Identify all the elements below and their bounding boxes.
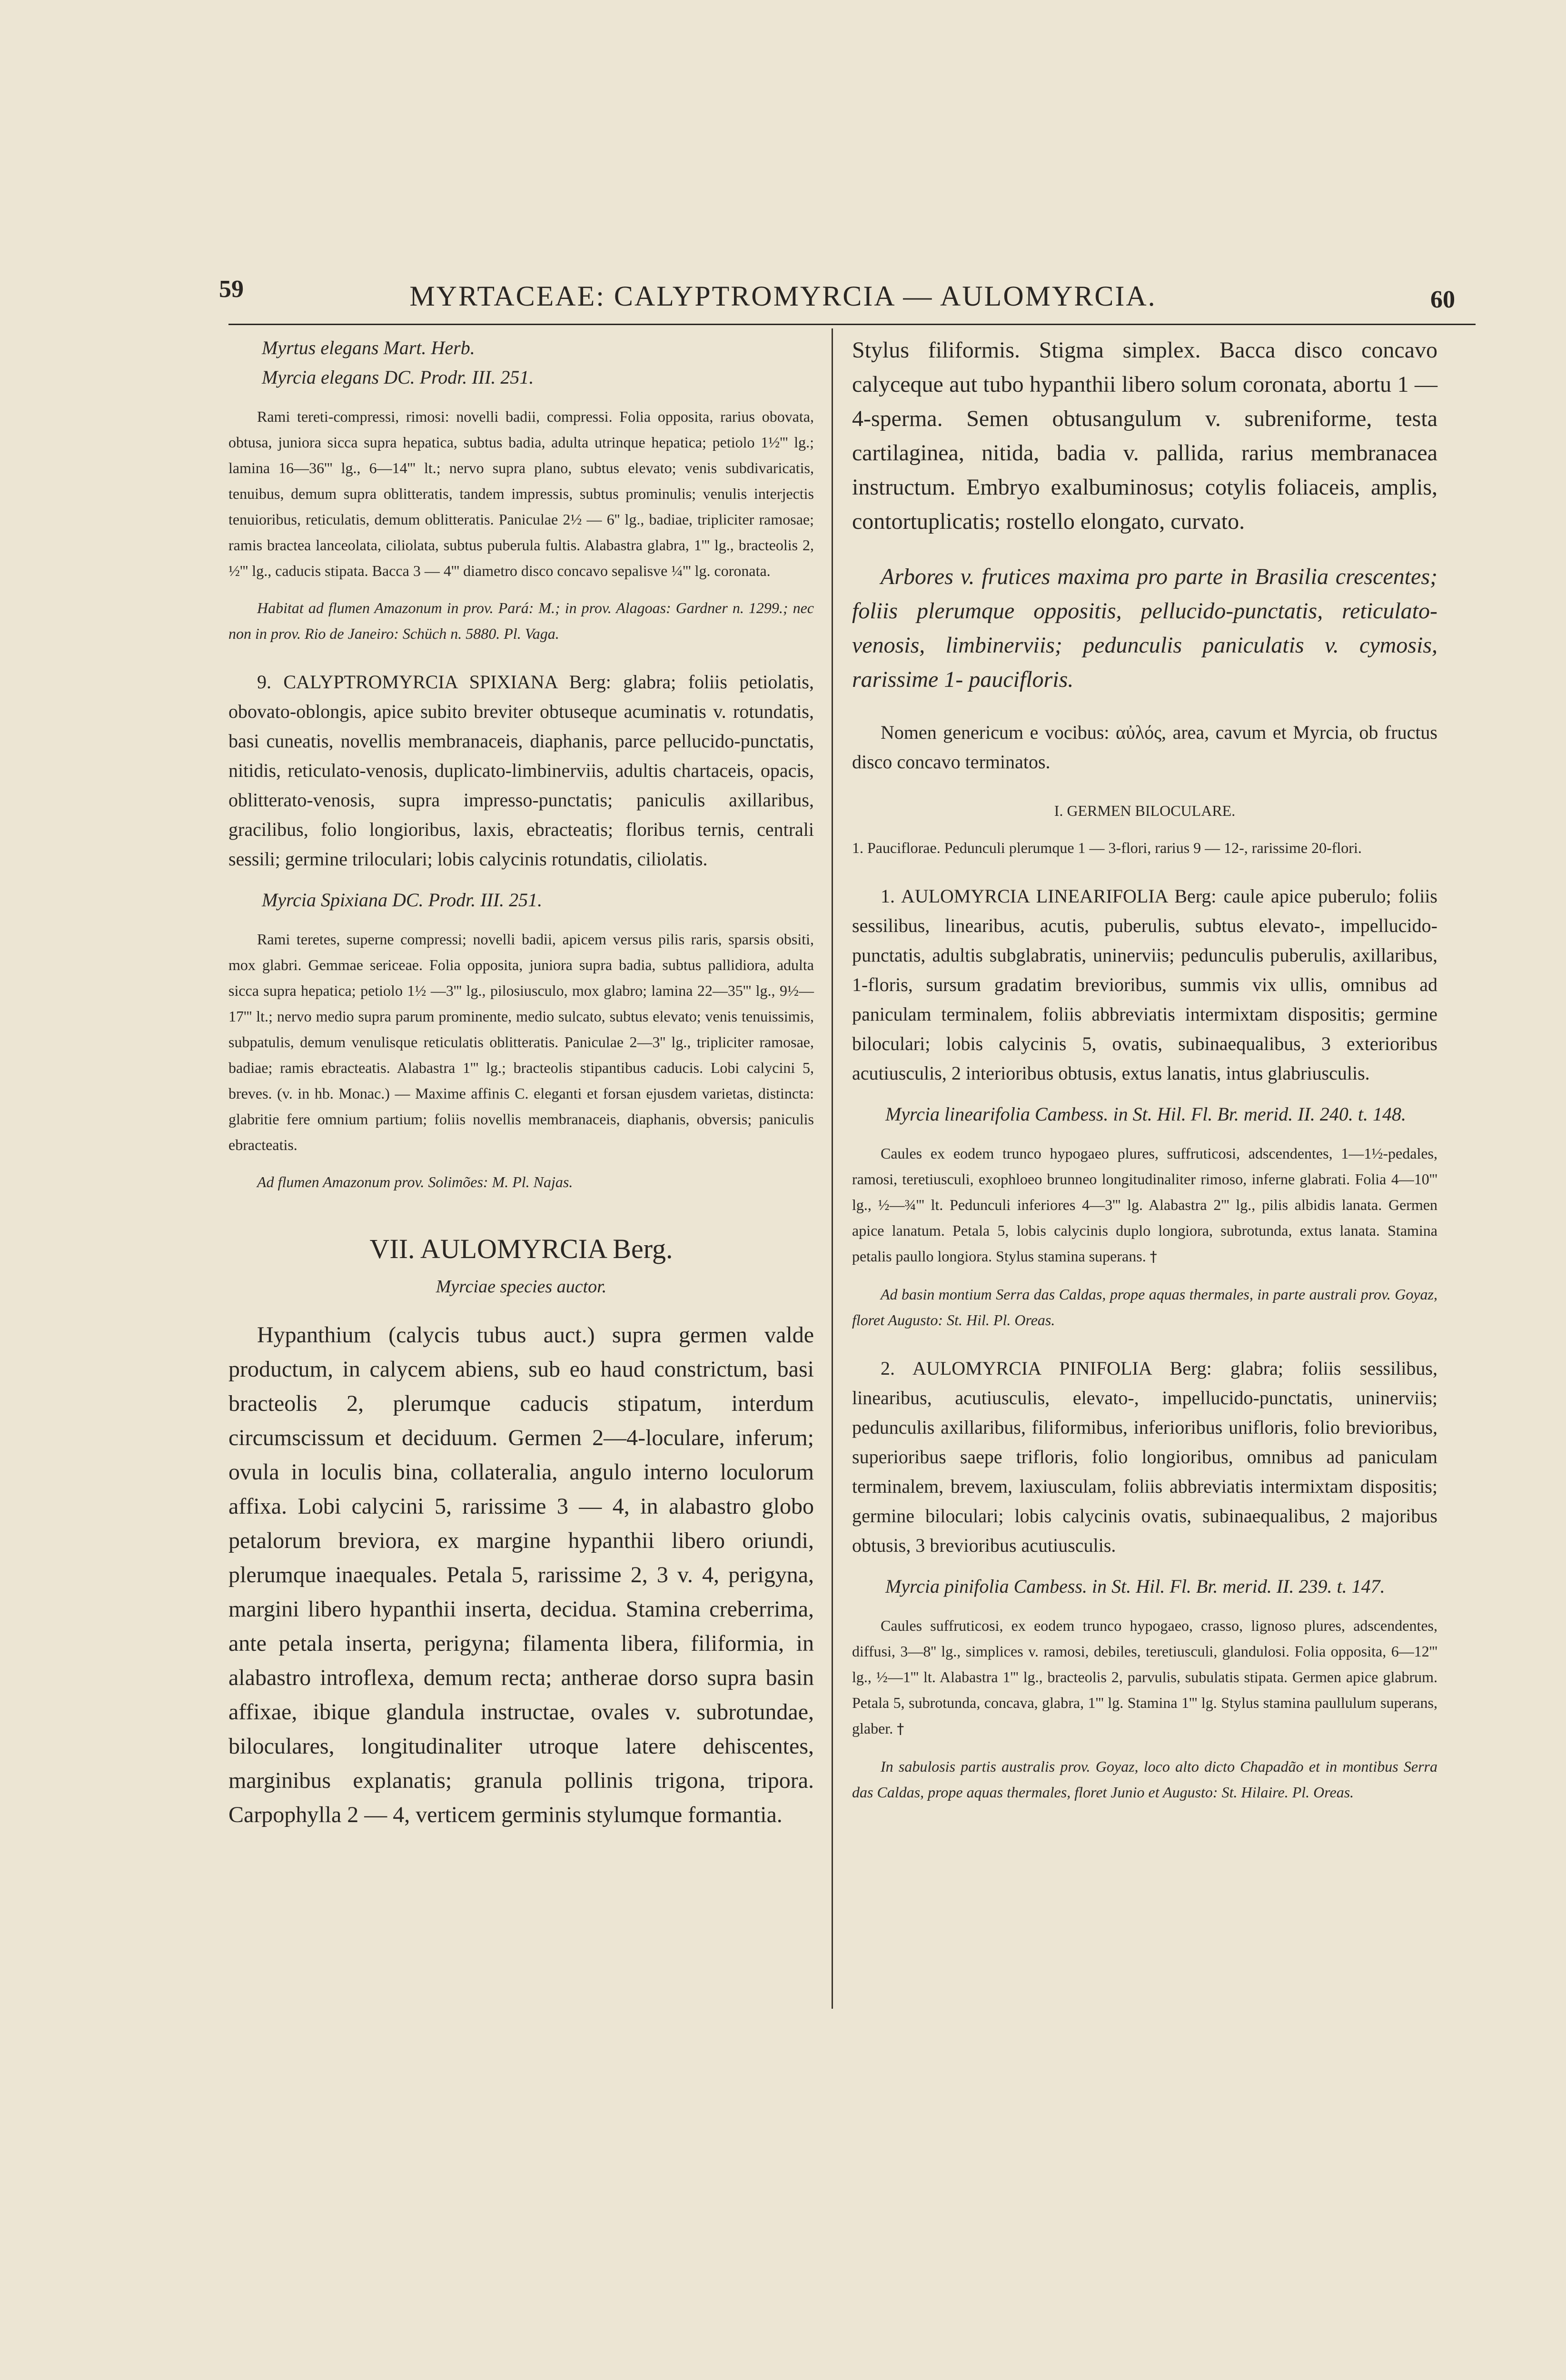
genus-etymology: Nomen genericum e vocibus: αὐλός, area, cavum et Myrcia, ob fructus disco concavo terminatos. [852,722,1437,773]
species-description: Rami teretes, superne compressi; novelli badii, apicem versus pilis raris, sparsis obsiti, mox glabri. Gemmae sericeae. Folia opposita, juniora supra badia, subtus pallidiora, adulta sicca supra hepatica; petiolo 1½ —3''' lg., pilosiusculo, mox glabro; lamina 22—35''' lg., 9½—17''' lt.; nervo medio supra parum prominente, medio sulcato, subtus elevato; venis tenuissimis, subpatulis, demum venulisque reticulatis oblitteratis. Paniculae 2—3'' lg., tripliciter ramosae, badiae; ramis ebracteatis. Alabastra 1''' lg.; bracteolis stipantibus caducis. Lobi calycini 5, breves. (v. in hb. Monac.) — Maxime affinis C. eleganti et forsan ejusdem varietas, distincta: glabritie fere omnium partium; foliis novellis membranaceis, diaphanis, obversis; paniculis ebracteatis. [228,931,814,1153]
column-divider [832,328,833,2009]
running-title: MYRTACEAE: CALYPTROMYRCIA — AULOMYRCIA. [409,280,1157,312]
genus-subheading: Myrciae species auctor. [436,1277,607,1297]
synonym-reference: Myrcia pinifolia Cambess. in St. Hil. Fl. Br. merid. II. 239. t. 147. [885,1576,1385,1597]
subdivision-heading: 1. Pauciflorae. Pedunculi plerumque 1 — 3-flori, rarius 9 — 12-, rarissime 20-flori. [852,839,1362,856]
habitat-note: Ad flumen Amazonum prov. Solimões: M. Pl. Najas. [257,1173,573,1190]
synonym-reference: Myrtus elegans Mart. Herb. [262,337,475,358]
left-column [228,333,814,1832]
species-diagnosis: 1. AULOMYRCIA LINEARIFOLIA Berg: caule apice puberulo; foliis sessilibus, linearibus, acutis, puberulis, subtus elevato-, impellucido-punctatis, adultis subglabratis, uninerviis; pedunculis puberulis, axillaribus, 1-floris, sursum gradatim brevioribus, summis vix ullis, omnibus ad paniculam terminalem, foliis abbreviatis intermixtam dispositis; germine biloculari; lobis calycinis 5, ovatis, subinaequalibus, 3 exterioribus acutiusculis, 2 interioribus obtusis, extus lanatis, intus glabriusculis. [852,885,1437,1084]
genus-description: Hypanthium (calycis tubus auct.) supra germen valde productum, in calycem abiens, sub eo haud constrictum, basi bracteolis 2, plerumque caducis stipatum, interdum circumscissum et deciduum. Germen 2—4-loculare, inferum; ovula in loculis bina, collateralia, angulo interno loculorum affixa. Lobi calycini 5, rarissime 3 — 4, in alabastro globo petalorum breviora, ex margine hypanthii libero oriundi, plerumque inaequales. Petala 5, rarissime 2, 3 v. 4, perigyna, margini libero hypanthii inserta, decidua. Stamina creberrima, ante petala inserta, perigyna; filamenta libera, filiformia, in alabastro introflexa, demum recta; antherae dorso supra basin affixae, ibique glandula instructae, ovales v. subrotundae, biloculares, longitudinaliter utroque latere dehiscentes, marginibus explanatis; granula pollinis trigona, tripora. Carpophylla 2 — 4, verticem germinis stylumque formantia. [228,1322,814,1827]
header-rule [228,324,1476,325]
habitat-note: Ad basin montium Serra das Caldas, prope aquas thermales, in parte australi prov. Goyaz, floret Augusto: St. Hil. Pl. Oreas. [852,1286,1437,1329]
dagger-mark: † [1150,1249,1157,1265]
species-description: Caules ex eodem trunco hypogaeo plures, suffruticosi, adscendentes, 1—1½-pedales, ramosi, teretiusculi, exophloeo brunneo longitudinaliter rimoso, inferne glabrati. Folia 4—10''' lg., ½—¾''' lt. Pedunculi inferiores 4—3''' lg. Alabastra 2''' lg., pilis albidis lanata. Germen apice lanatum. Petala 5, lobis calycinis duplo longiora, subrotunda, extus lanata. Stamina petalis paullo longiora. Stylus stamina superans. † [852,1145,1437,1265]
division-heading: I. GERMEN BILOCULARE. [1054,802,1236,819]
page-header [0,275,1566,318]
habitat-note: In sabulosis partis australis prov. Goyaz, loco alto dicto Chapadão et in montibus Serra das Caldas, prope aquas thermales, floret Junio et Augusto: St. Hilaire. Pl. Oreas. [852,1758,1437,1801]
right-column [852,333,1437,1805]
dagger-mark: † [897,1721,904,1737]
synonym-reference: Myrcia elegans DC. Prodr. III. 251. [262,367,534,388]
synonym-reference: Myrcia linearifolia Cambess. in St. Hil. Fl. Br. merid. II. 240. t. 148. [885,1103,1407,1125]
species-diagnosis: 2. AULOMYRCIA PINIFOLIA Berg: glabra; foliis sessilibus, linearibus, acutiusculis, elevato-, impellucido-punctatis, uninerviis; pedunculis axillaribus, filiformibus, inferioribus unifloris, folio brevioribus, superioribus saepe trifloris, folio longioribus, omnibus ad paniculam terminalem, brevem, laxiusculam, foliis abbreviatis intermixtam dispositis; germine biloculari; lobis calycinis ovatis, subinaequalibus, 2 majoribus obtusis, 3 brevioribus acutiusculis. [852,1358,1437,1556]
genus-habit: Arbores v. frutices maxima pro parte in Brasilia crescentes; foliis plerumque oppositis, pellucido-punctatis, reticulato-venosis, limbinerviis; pedunculis paniculatis v. cymosis, rarissime 1- paucifloris. [852,564,1437,692]
species-description: Caules suffruticosi, ex eodem trunco hypogaeo, crasso, lignoso plures, adscendentes, diffusi, 3—8'' lg., simplices v. ramosi, debiles, teretiusculi, glandulosi. Folia opposita, 6—12''' lg., ½—1''' lt. Alabastra 1''' lg., bracteolis 2, parvulis, subulatis stipata. Germen apice glabrum. Petala 5, subrotunda, concava, glabra, 1''' lg. Stamina 1''' lg. Stylus stamina paullulum superans, glaber. † [852,1617,1437,1737]
species-diagnosis: 9. CALYPTROMYRCIA SPIXIANA Berg: glabra; foliis petiolatis, obovato-oblongis, apice subito breviter obtuseque acuminatis v. rotundatis, basi cuneatis, novellis membranaceis, diaphanis, parce pellucido-punctatis, nitidis, reticulato-venosis, duplicato-limbinerviis, adultis chartaceis, opacis, oblitterato-venosis, supra impresso-punctatis; paniculis axillaribus, gracilibus, folio longioribus, laxis, ebracteatis; floribus ternis, centrali sessili; germine triloculari; lobis calycinis rotundatis, ciliolatis. [228,671,814,870]
genus-heading: VII. AULOMYRCIA Berg. [369,1233,673,1264]
page-number-left: 59 [219,276,244,303]
synonym-reference: Myrcia Spixiana DC. Prodr. III. 251. [262,889,543,911]
page-number-right: 60 [1430,286,1455,313]
species-description: Rami tereti-compressi, rimosi: novelli badii, compressi. Folia opposita, rarius obovata, obtusa, juniora sicca supra hepatica, subtus badia, adulta utrinque hepatica; petiolo 1½''' lg.; lamina 16—36''' lg., 6—14''' lt.; nervo supra plano, subtus elevato; venis subdivaricatis, tenuibus, demum supra oblitteratis, tandem impressis, subtus prominulis; venulis interjectis tenuioribus, reticulatis, demum oblitteratis. Paniculae 2½ — 6'' lg., badiae, tripliciter ramosae; ramis bractea lanceolata, ciliolata, subtus puberula fultis. Alabastra glabra, 1''' lg., bracteolis 2, ½''' lg., caducis stipata. Bacca 3 — 4''' diametro disco concavo sepalisve ¼''' lg. coronata. [228,408,814,579]
habitat-note: Habitat ad flumen Amazonum in prov. Pará: M.; in prov. Alagoas: Gardner n. 1299.; nec non in prov. Rio de Janeiro: Schüch n. 5880. Pl. Vaga. [228,599,814,642]
genus-description-continued: Stylus filiformis. Stigma simplex. Bacca disco concavo calyceque aut tubo hypanthii libero solum coronata, abortu 1 — 4-sperma. Semen obtusangulum v. subreniforme, testa cartilaginea, nitida, badia v. pallida, rarius membranacea instructum. Embryo exalbuminosus; cotylis foliaceis, amplis, contortuplicatis; rostello elongato, curvato. [852,337,1437,534]
